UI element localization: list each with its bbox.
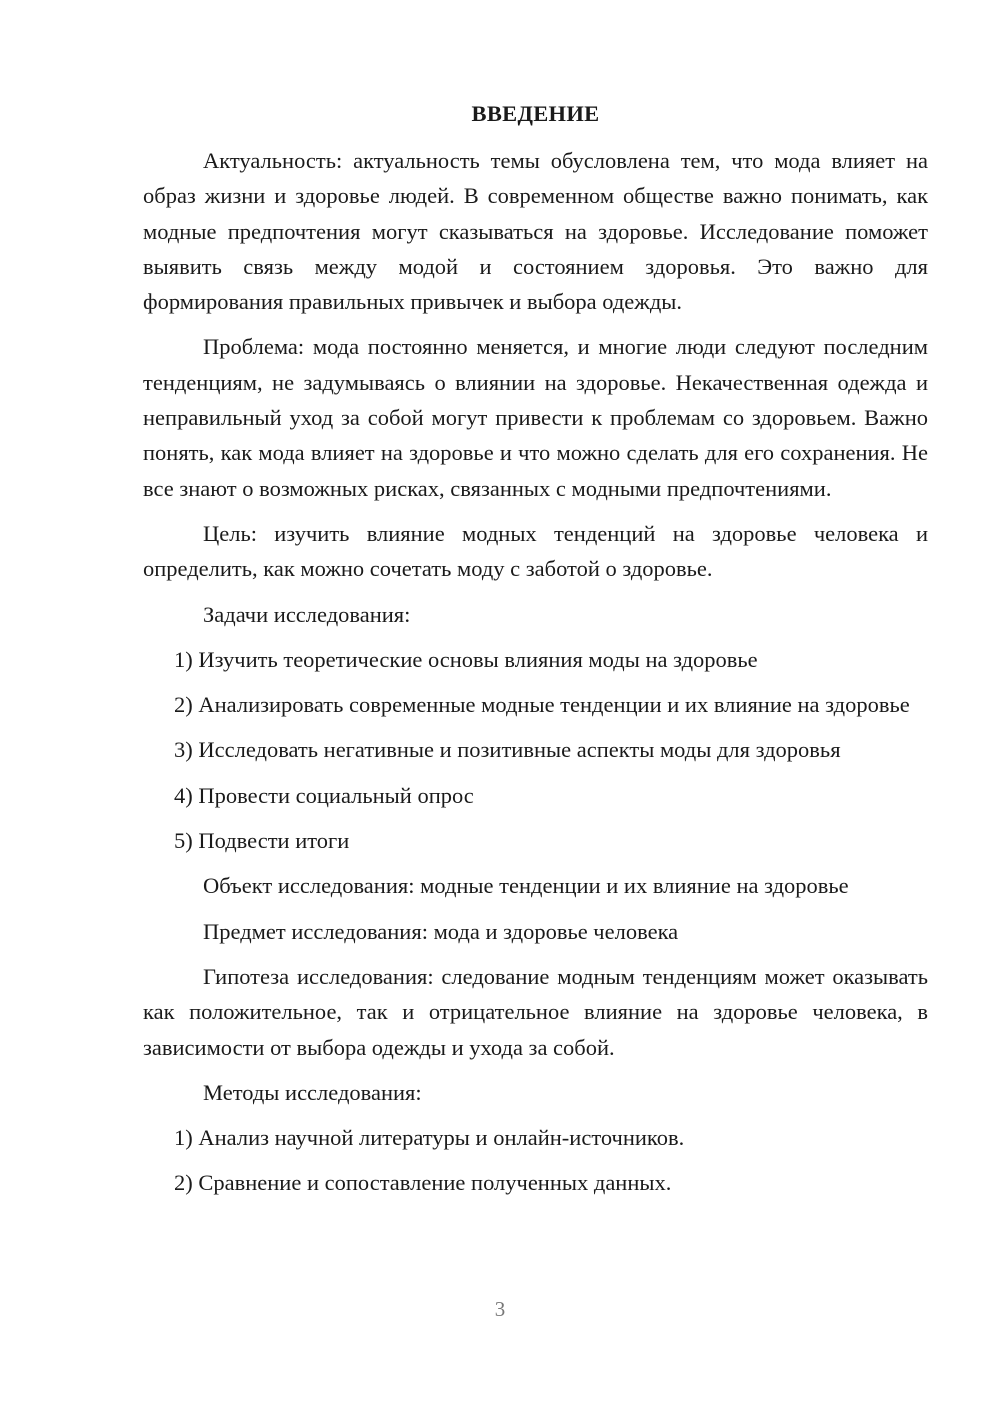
subject-line: Предмет исследования: мода и здоровье человека <box>203 918 679 944</box>
hypothesis-paragraph: Гипотеза исследования: следование модным тенденциям может оказывать как положительное, так и отрицательное влияние на здоровье человека, в зависимости от выбора одежды и ухода за собой. <box>143 963 928 1060</box>
task-item: 3) Исследовать негативные и позитивные аспекты моды для здоровья <box>174 737 841 763</box>
task-item: 2) Анализировать современные модные тенденции и их влияние на здоровье <box>174 692 910 718</box>
method-item: 2) Сравнение и сопоставление полученных данных. <box>174 1170 672 1196</box>
problem-paragraph: Проблема: мода постоянно меняется, и многие люди следуют последним тенденциям, не задумываясь о влиянии на здоровье. Некачественная одежда и неправильный уход за собой могут привести к проблемам со здоровьем. Важно понять, как мода влияет на здоровье и что можно сделать для его сохранения. Не все знают о возможных рисках, связанных с модными предпочтениями. <box>143 334 928 501</box>
page-number: 3 <box>494 1297 506 1321</box>
object-line: Объект исследования: модные тенденции и их влияние на здоровье <box>203 873 849 899</box>
document-body <box>143 96 928 1211</box>
methods-title: Методы исследования: <box>203 1079 422 1105</box>
task-item: 1) Изучить теоретические основы влияния моды на здоровье <box>174 646 758 672</box>
task-item: 5) Подвести итоги <box>174 828 350 854</box>
relevance-paragraph: Актуальность: актуальность темы обусловлена тем, что мода влияет на образ жизни и здоровье людей. В современном обществе важно понимать, как модные предпочтения могут сказываться на здоровье. Исследование поможет выявить связь между модой и состоянием здоровья. Это важно для формирования правильных привычек и выбора одежды. <box>143 148 928 315</box>
goal-paragraph: Цель: изучить влияние модных тенденций на здоровье человека и определить, как можно сочетать моду с заботой о здоровье. <box>143 520 928 582</box>
section-heading: ВВЕДЕНИЕ <box>471 101 600 126</box>
method-item: 1) Анализ научной литературы и онлайн-источников. <box>174 1125 685 1151</box>
task-item: 4) Провести социальный опрос <box>174 782 474 808</box>
tasks-title: Задачи исследования: <box>203 601 411 627</box>
